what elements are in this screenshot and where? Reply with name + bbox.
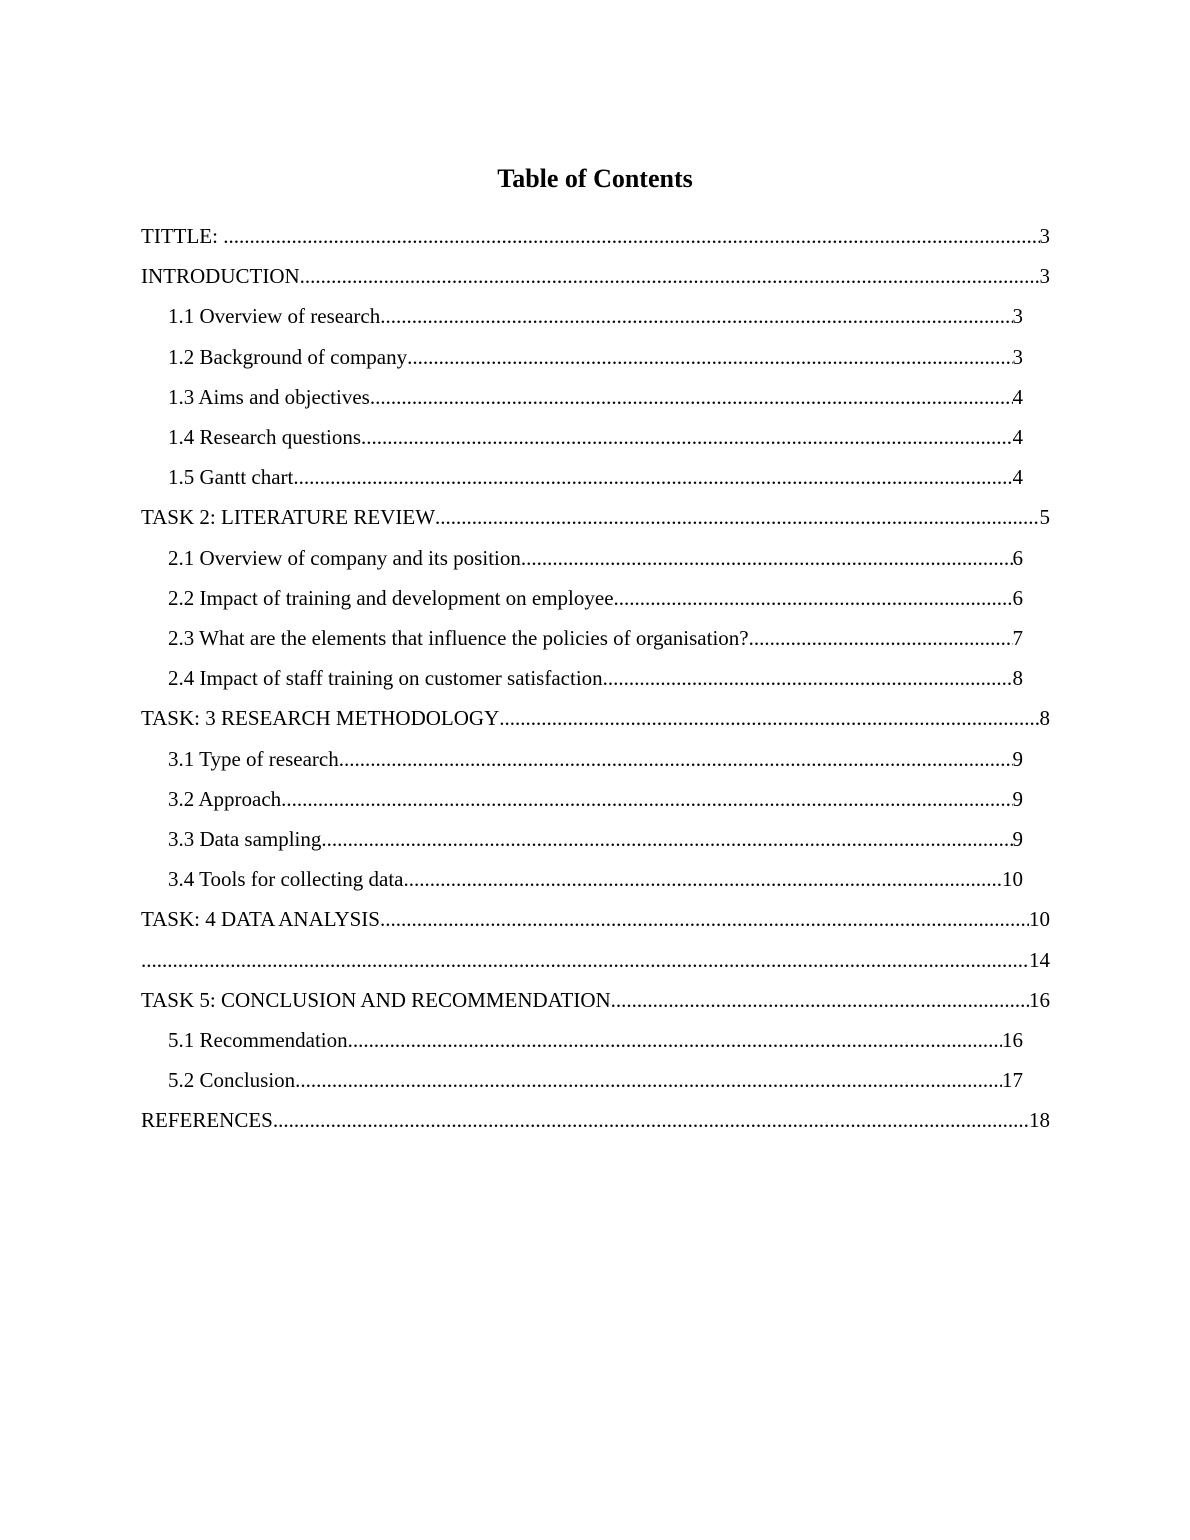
toc-page-number: 3: [1012, 344, 1023, 369]
toc-entry-text: 1.1 Overview of research: [168, 304, 381, 329]
toc-page-number: 8: [1039, 706, 1050, 731]
toc-page-number: 6: [1012, 585, 1023, 610]
toc-dot-leader: [321, 819, 1012, 859]
toc-page-number: 16: [1002, 1028, 1023, 1052]
toc-entry[interactable]: [168, 1020, 1023, 1060]
toc-entry-text: TASK 2: LITERATURE REVIEW: [141, 505, 436, 530]
toc-dot-leader: [295, 1060, 1002, 1100]
toc-entry[interactable]: [141, 216, 1050, 256]
toc-page-number: 4: [1012, 465, 1023, 490]
toc-entry[interactable]: [168, 296, 1023, 336]
toc-dot-leader: [603, 658, 1013, 698]
toc-dot-leader: [281, 779, 1012, 819]
toc-entry-text: 3.1 Type of research: [168, 746, 339, 771]
toc-entry-text: TITTLE:: [141, 224, 224, 248]
toc-dot-leader: [300, 256, 1040, 296]
toc-entry[interactable]: [141, 899, 1050, 939]
toc-entry-text: 2.1 Overview of company and its position: [168, 545, 521, 570]
toc-dot-leader: [348, 1020, 1002, 1060]
toc-entry-text: 1.2 Background of company: [168, 344, 408, 369]
toc-page-number: 17: [1002, 1068, 1023, 1093]
toc-page-number: 14: [1029, 947, 1050, 972]
toc-title: Table of Contents: [497, 164, 693, 193]
toc-page-number: 3: [1039, 224, 1050, 248]
toc-entry[interactable]: [168, 618, 1023, 658]
toc-dot-leader: [749, 618, 1013, 658]
toc-entry-text: 1.5 Gantt chart: [168, 465, 294, 490]
toc-dot-leader: [223, 216, 1039, 256]
toc-entry[interactable]: [141, 980, 1050, 1020]
toc-dot-leader: [404, 859, 1002, 899]
toc-page-number: 18: [1029, 1108, 1050, 1133]
toc-entry[interactable]: [168, 819, 1023, 859]
toc-entry-text: 5.1 Recommendation: [168, 1028, 348, 1052]
toc-dot-leader: [435, 497, 1039, 537]
toc-entry[interactable]: [168, 739, 1023, 779]
toc-entry-text: TASK: 3 RESEARCH METHODOLOGY: [141, 706, 500, 731]
toc-page-number: 8: [1012, 666, 1023, 691]
toc-entry[interactable]: [141, 497, 1050, 537]
toc-entry[interactable]: [168, 779, 1023, 819]
toc-dot-leader: [611, 980, 1029, 1020]
toc-dot-leader: [380, 296, 1012, 336]
toc-page-number: 10: [1002, 867, 1023, 892]
toc-page-number: 16: [1029, 987, 1050, 1012]
toc-page-number: 10: [1029, 907, 1050, 932]
toc-dot-leader: [499, 698, 1039, 738]
toc-entry[interactable]: [141, 940, 1050, 980]
toc-page-number: 9: [1012, 827, 1023, 851]
toc-page-number: 6: [1012, 545, 1023, 570]
toc-entry[interactable]: [168, 578, 1023, 618]
toc-page-number: 9: [1012, 786, 1023, 811]
toc-entry-text: INTRODUCTION: [141, 264, 300, 289]
toc-dot-leader: [361, 417, 1012, 457]
toc-entry-text: 1.4 Research questions: [168, 425, 362, 449]
toc-dot-leader: [370, 377, 1013, 417]
toc-page-number: 3: [1012, 304, 1023, 329]
toc-entry[interactable]: [168, 658, 1023, 698]
toc-page-number: 9: [1012, 746, 1023, 771]
toc-entry[interactable]: [168, 457, 1023, 497]
toc-dot-leader: [614, 578, 1013, 618]
toc-entry[interactable]: [168, 417, 1023, 457]
toc-entry-text: 3.4 Tools for collecting data: [168, 867, 404, 892]
toc-entry[interactable]: [141, 256, 1050, 296]
toc-entry-text: TASK: 4 DATA ANALYSIS: [141, 907, 380, 932]
toc-entry[interactable]: [168, 538, 1023, 578]
toc-entry[interactable]: [141, 698, 1050, 738]
toc-entry-text: REFERENCES: [141, 1108, 273, 1133]
toc-dot-leader: [339, 739, 1013, 779]
toc-dot-leader: [273, 1100, 1029, 1140]
toc-entry[interactable]: [141, 1100, 1050, 1140]
toc-dot-leader: [293, 457, 1012, 497]
toc-page-number: 5: [1039, 505, 1050, 530]
toc-page-number: 4: [1012, 425, 1023, 449]
toc-page-number: 4: [1012, 384, 1023, 409]
toc-entry-text: 1.3 Aims and objectives: [168, 384, 370, 409]
toc-entry-text: 2.4 Impact of staff training on customer satisfaction: [168, 666, 603, 691]
toc-entry-text: 3.3 Data sampling: [168, 827, 322, 851]
toc-entry-text: TASK 5: CONCLUSION AND RECOMMENDATION: [141, 987, 611, 1012]
toc-entry-text: 3.2 Approach: [168, 786, 282, 811]
toc-entry[interactable]: [168, 859, 1023, 899]
toc-page-number: 3: [1039, 264, 1050, 289]
toc-dot-leader: [380, 899, 1029, 939]
toc-entry-text: 2.2 Impact of training and development on employee: [168, 585, 614, 610]
toc-entry[interactable]: [168, 377, 1023, 417]
toc-entry[interactable]: [168, 1060, 1023, 1100]
toc-dot-leader: [521, 538, 1013, 578]
toc-entry[interactable]: [168, 337, 1023, 377]
toc-entry-text: 2.3 What are the elements that influence the policies of organisation?: [168, 626, 749, 650]
toc-dot-leader: [407, 337, 1012, 377]
toc-dot-leader: [141, 940, 1029, 980]
toc-entry-text: 5.2 Conclusion: [168, 1068, 296, 1093]
toc-page-number: 7: [1012, 626, 1023, 650]
